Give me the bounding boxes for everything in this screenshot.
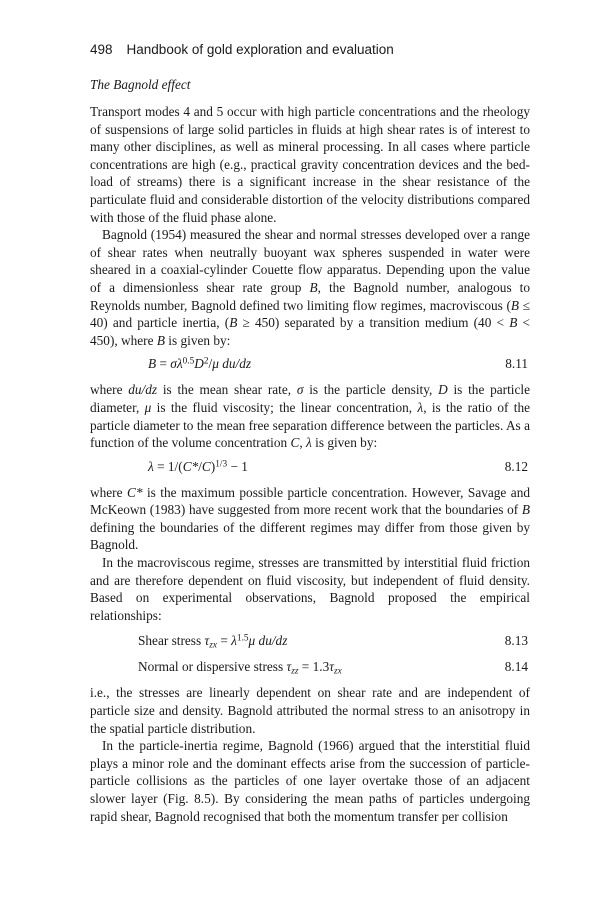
equation-number: 8.14 [504,659,528,675]
page [90,40,530,825]
equation-8-13-formula: Shear stress $\tau_{zx} = \lambda^{1.5}\mu$ du/dz [138,633,288,651]
equation-number: 8.11 [505,356,528,372]
equation-8-14 [90,658,530,676]
page-number: 498 [90,42,113,57]
paragraph-5: In the macroviscous regime, stresses are transmitted by interstitial fluid friction and are therefore dependent on fluid viscosity, but independent of fluid density. Based on experimental observations, Bagnold proposed the empirical relationships: [90,555,530,623]
paragraph-1: Transport modes 4 and 5 occur with high particle concentrations and the rheology of suspensions of large solid particles in fluids at high shear rates is of interest to many other disciplines, as well as mineral processing. In all cases where particle concentrations are high (e.g., practical gravity concentration devices and the bed-load of streams) there is a significant increase in the shear resistance of the particulate fluid and considerable distortion of the velocity distributions compared with those of the fluid phase alone. [90,104,530,225]
paragraph-2: Bagnold (1954) measured the shear and normal stresses developed over a range of shear rates when neutrally buoyant wax spheres suspended in water were sheared in a coaxial-cylinder Couette flow apparatus. Depending upon the value of a dimensionless shear rate group B, the Bagnold number, analogous to Reynolds number, Bagnold defined two limiting flow regimes, macroviscous (B ≤ 40) and particle inertia, (B ≥ 450) separated by a transition medium (40 < B < 450), where B is given by: [90,227,531,348]
paragraph-7: In the particle-inertia regime, Bagnold (1966) argued that the interstitial fluid plays a minor role and the dominant effects arise from the succession of particle-particle collisions as the particles of one layer overtake those of an adjacent slower layer (Fig. 8.5). By considering the mean paths of particles undergoing rapid shear, Bagnold recognised that both the momentum transfer per collision [90,738,530,824]
equation-8-14-formula: Normal or dispersive stress $\tau_{zz} = 1.3\tau_{zx}$ [138,659,342,677]
equation-8-12 [90,458,530,476]
section-title: The Bagnold effect [90,77,191,92]
paragraph-6: i.e., the stresses are linearly dependent on shear rate and are independent of particle size and density. Bagnold attributed the normal stress to an anisotropy in the spatial particle distribution. [90,685,530,736]
equation-8-12-formula: $\lambda = 1/(C*/C)^{1/3} - 1$ [148,458,248,474]
paragraph-3: where du/dz is the mean shear rate, σ is the particle density, D is the particle diameter, μ is the fluid viscosity; the linear concentration, λ, is the ratio of the particle diameter to the mean free separation difference between the particles. As a function of the volume concentration C, λ is given by: [90,382,530,451]
equation-number: 8.12 [504,458,528,474]
paragraph-4: where C* is the maximum possible particle concentration. However, Savage and McKeown (1983) have suggested from more recent work that the boundaries of B defining the boundaries of the different regimes may differ from those given by Bagnold. [90,484,530,553]
equation-8-11-formula: $B = \sigma\lambda^{0.5}D^2/\mu$ du/dz [148,356,252,372]
book-title: Handbook of gold exploration and evaluation [126,42,394,57]
running-header [90,40,530,64]
equation-number: 8.13 [504,633,528,649]
equation-8-11 [90,355,530,373]
equation-8-13 [90,632,530,650]
